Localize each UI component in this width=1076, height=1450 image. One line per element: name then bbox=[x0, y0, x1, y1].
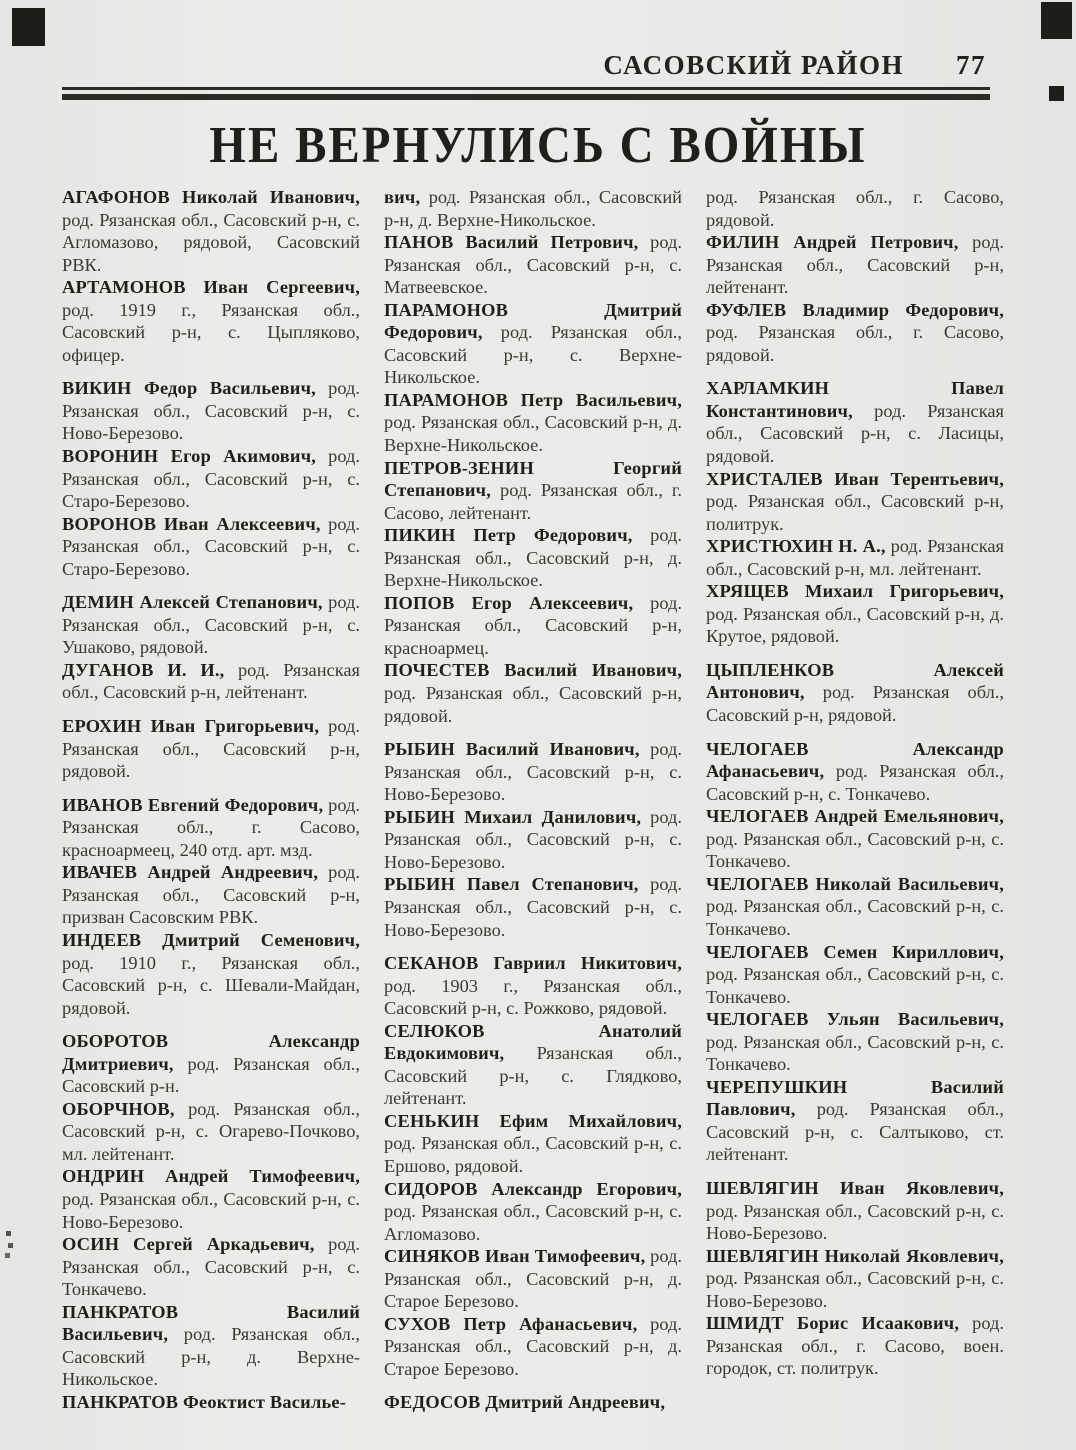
entry-details: род. Рязанская обл., Сасовский р-н, с. Ново-Березово. bbox=[706, 1268, 1004, 1311]
entry bbox=[384, 1020, 682, 1110]
page-title: НЕ ВЕРНУЛИСЬ С ВОЙНЫ bbox=[209, 117, 867, 175]
entry-name: ОНДРИН Андрей Тимофеевич, bbox=[62, 1166, 360, 1187]
entry-name: ПОПОВ Егор Алексеевич, bbox=[384, 592, 634, 613]
entry-details: род. 1910 г., Рязанская обл., Сасовский р-н, с. Шевали-Майдан, рядовой. bbox=[62, 952, 360, 1018]
entry-details: род. Рязанская обл., Сасовский р-н, красноармец. bbox=[384, 592, 682, 658]
entry bbox=[384, 1391, 682, 1414]
column-1 bbox=[62, 186, 360, 1414]
entry-name: ЧЕЛОГАЕВ Семен Кириллович, bbox=[706, 941, 1004, 962]
entry-name: ФЕДОСОВ Дмитрий Андреевич, bbox=[384, 1392, 666, 1413]
entry-name: СИНЯКОВ Иван Тимофеевич, bbox=[384, 1246, 646, 1267]
entry-details: род. Рязанская обл., Сасовский р-н, с. Агломазово, рядовой, Сасовский РВК. bbox=[62, 209, 360, 275]
entry bbox=[384, 1313, 682, 1381]
entry bbox=[62, 1098, 360, 1166]
entry-name: СУХОВ Петр Афанасьевич, bbox=[384, 1313, 638, 1334]
entry bbox=[62, 513, 360, 581]
entry bbox=[706, 1076, 1004, 1166]
entry-details: род. Рязанская обл., Сасовский р-н, призван Сасовским РВК. bbox=[62, 862, 360, 928]
entry bbox=[62, 1030, 360, 1098]
entry-name: ЕРОХИН Иван Григорьевич, bbox=[62, 716, 320, 737]
entry bbox=[384, 806, 682, 874]
entry-name: ХРИСТАЛЕВ Иван Терентьевич, bbox=[706, 468, 1004, 489]
entry bbox=[706, 377, 1004, 467]
page-number: 77 bbox=[956, 50, 986, 80]
entry-name: ИНДЕЕВ Дмитрий Семенович, bbox=[62, 929, 360, 950]
scan-artifact-top-right bbox=[1041, 2, 1072, 39]
entry bbox=[706, 659, 1004, 727]
entry-name: ПИКИН Петр Федорович, bbox=[384, 525, 633, 546]
column-3 bbox=[706, 186, 1004, 1414]
entry bbox=[62, 186, 360, 276]
entry-details: род. Рязанская обл., Сасовский р-н, д. Старое Березово. bbox=[384, 1246, 683, 1312]
entry-name: ПАНОВ Василий Петрович, bbox=[384, 232, 639, 253]
entry-details: род. Рязанская обл., Сасовский р-н, с. Тонкачево. bbox=[706, 761, 1004, 804]
entry-name: ЧЕРЕПУШКИН Василий Павлович, bbox=[706, 1076, 1004, 1120]
entry-details: род. Рязанская обл., Сасовский р-н, с. Старо-Березово. bbox=[62, 513, 360, 579]
entry-name: СИДОРОВ Александр Егорович, bbox=[384, 1178, 682, 1199]
entry bbox=[62, 591, 360, 659]
entry bbox=[706, 1008, 1004, 1076]
entry-name: вич, bbox=[384, 187, 421, 207]
entry-details: род. Рязанская обл., Сасовский р-н, с. Ушаково, рядовой. bbox=[62, 592, 360, 658]
entry-name: ШМИДТ Борис Исаакович, bbox=[706, 1313, 960, 1334]
entry bbox=[706, 805, 1004, 873]
entry-name: ЧЕЛОГАЕВ Николай Васильевич, bbox=[706, 873, 1004, 894]
entry-details: род. Рязанская обл., Сасовский р-н, лейтенант. bbox=[62, 659, 360, 703]
entry-name: ВОРОНОВ Иван Алексеевич, bbox=[62, 513, 321, 534]
entry-name: РЫБИН Павел Степанович, bbox=[384, 874, 639, 895]
entry-name: РЫБИН Василий Иванович, bbox=[384, 739, 640, 760]
entry-details: род. Рязанская обл., Сасовский р-н, с. Тонкачево. bbox=[706, 896, 1004, 939]
entry bbox=[62, 377, 360, 445]
entry bbox=[706, 580, 1004, 648]
entry bbox=[384, 389, 682, 457]
district-title: САСОВСКИЙ РАЙОН bbox=[603, 50, 904, 80]
entry-name: ДЕМИН Алексей Степанович, bbox=[62, 592, 323, 613]
entry-details: род. Рязанская обл., г. Сасово, воен. городок, ст. политрук. bbox=[706, 1313, 1004, 1379]
entry-name: ОБОРОТОВ Александр Дмитриевич, bbox=[62, 1031, 360, 1074]
entry-details: род. 1903 г., Рязанская обл., Сасовский р-н, с. Рожково, рядовой. bbox=[384, 975, 682, 1019]
entry bbox=[62, 276, 360, 366]
entry-name: ОСИН Сергей Аркадьевич, bbox=[62, 1234, 315, 1255]
entry-name: ПОЧЕСТЕВ Василий Иванович, bbox=[384, 660, 682, 681]
entry bbox=[384, 873, 682, 941]
entry-name: ЦЫПЛЕНКОВ Алексей Антонович, bbox=[706, 659, 1004, 703]
entry bbox=[706, 535, 1004, 580]
entry-name: ПАНКРАТОВ Василий Васильевич, bbox=[62, 1301, 360, 1345]
entry-name: ШЕВЛЯГИН Николай Яковлевич, bbox=[706, 1245, 1004, 1266]
entry-details: род. Рязанская обл., Сасовский р-н, с. Ново-Березово. bbox=[62, 1188, 360, 1232]
entry-name: ФУФЛЕВ Владимир Федорович, bbox=[706, 299, 1004, 320]
entry-name: СЕЛЮКОВ Анатолий Евдокимович, bbox=[384, 1020, 682, 1064]
entry bbox=[706, 231, 1004, 299]
entry-details: род. Рязанская обл., Сасовский р-н, д. Верхне-Никольское. bbox=[384, 412, 682, 456]
entry-name: СЕКАНОВ Гавриил Никитович, bbox=[384, 953, 682, 974]
entry-name: ДУГАНОВ И. И., bbox=[62, 659, 225, 680]
entry bbox=[706, 1177, 1004, 1245]
entry-details: род. Рязанская обл., Сасовский р-н, с. Верхне-Никольское. bbox=[384, 322, 682, 388]
entry bbox=[384, 952, 682, 1020]
entry bbox=[706, 299, 1004, 367]
entry-name: РЫБИН Михаил Данилович, bbox=[384, 806, 642, 827]
entry bbox=[62, 1301, 360, 1391]
header-divider bbox=[62, 87, 990, 100]
entry-details: род. Рязанская обл., Сасовский р-н, с. Тонкачево. bbox=[706, 828, 1004, 872]
entry bbox=[384, 738, 682, 806]
entry-details: род. Рязанская обл., Сасовский р-н, рядовой. bbox=[384, 683, 682, 726]
entry-name: ПАРАМОНОВ Петр Васильевич, bbox=[384, 389, 682, 410]
entry-details: род. Рязанская обл., г. Сасово, рядовой. bbox=[706, 322, 1004, 365]
scan-artifact-left-edge bbox=[6, 1231, 11, 1236]
scan-artifact-right-edge bbox=[1049, 86, 1064, 101]
entry-name: ФИЛИН Андрей Петрович, bbox=[706, 232, 959, 253]
entry-details: род. Рязанская обл., Сасовский р-н, с. Тонкачево. bbox=[62, 1234, 360, 1300]
entry-name: ПАРАМОНОВ Дмитрий Федорович, bbox=[384, 299, 682, 343]
entry-name: ЧЕЛОГАЕВ Ульян Васильевич, bbox=[706, 1009, 1004, 1030]
entry-name: АГАФОНОВ Николай Иванович, bbox=[62, 187, 360, 207]
entry-details: род. Рязанская обл., Сасовский р-н, с. Тонкачево. bbox=[706, 964, 1004, 1007]
entry bbox=[62, 861, 360, 929]
entry bbox=[706, 1245, 1004, 1313]
entry-details: род. Рязанская обл., Сасовский р-н, политрук. bbox=[706, 491, 1004, 534]
entry bbox=[62, 1391, 360, 1414]
entry bbox=[384, 299, 682, 389]
entry bbox=[706, 738, 1004, 806]
entry-name: СЕНЬКИН Ефим Михайлович, bbox=[384, 1110, 682, 1131]
entry-details: род. Рязанская обл., Сасовский р-н, с. Тонкачево. bbox=[706, 1031, 1004, 1075]
entry-details: род. Рязанская обл., Сасовский р-н, с. Салтыково, ст. лейтенант. bbox=[706, 1099, 1004, 1165]
entry-name: ВОРОНИН Егор Акимович, bbox=[62, 446, 317, 467]
entry-details: род. Рязанская обл., Сасовский р-н, рядовой. bbox=[62, 716, 360, 782]
entry bbox=[384, 1110, 682, 1178]
entry-name: ХРЯЩЕВ Михаил Григорьевич, bbox=[706, 581, 1004, 602]
entry bbox=[706, 1312, 1004, 1380]
entry-details: род. Рязанская обл., Сасовский р-н, д. Верхне-Никольское. bbox=[62, 1324, 360, 1390]
entry-name: ВИКИН Федор Васильевич, bbox=[62, 378, 316, 399]
entry bbox=[384, 659, 682, 727]
entry-name: ШЕВЛЯГИН Иван Яковлевич, bbox=[706, 1177, 1004, 1198]
entry bbox=[706, 941, 1004, 1009]
entry-name: ХАРЛАМКИН Павел Константинович, bbox=[706, 378, 1004, 421]
entry bbox=[706, 186, 1004, 231]
scan-artifact-top-left bbox=[12, 8, 45, 46]
entry bbox=[384, 1178, 682, 1246]
entry-details: род. Рязанская обл., г. Сасово, красноармеец, 240 отд. арт. мзд. bbox=[62, 794, 361, 860]
column-2 bbox=[384, 186, 682, 1414]
entry-details: род. Рязанская обл., Сасовский р-н, с. Ново-Березово. bbox=[384, 874, 682, 940]
entry-details: род. Рязанская обл., г. Сасово, лейтенант. bbox=[384, 480, 682, 523]
entry-details: род. Рязанская обл., Сасовский р-н, с. Старо-Березово. bbox=[62, 446, 360, 512]
entry-details: род. Рязанская обл., Сасовский р-н, с. Матвеевское. bbox=[384, 232, 682, 298]
entry-details: род. Рязанская обл., Сасовский р-н, с. Агломазово. bbox=[384, 1201, 682, 1244]
entry-details: род. Рязанская обл., Сасовский р-н, с. Ново-Березово. bbox=[384, 806, 683, 872]
entry-name: ИВАЧЕВ Андрей Андреевич, bbox=[62, 862, 319, 883]
entry bbox=[62, 794, 360, 862]
entry bbox=[62, 659, 360, 704]
entry-details: род. Рязанская обл., Сасовский р-н, д. Старое Березово. bbox=[384, 1313, 682, 1379]
entry bbox=[62, 1165, 360, 1233]
entry bbox=[384, 592, 682, 660]
entry-details: Рязанская обл., Сасовский р-н, с. Глядково, лейтенант. bbox=[384, 1043, 682, 1109]
entry-details: род. Рязанская обл., Сасовский р-н, с. Ласицы, рядовой. bbox=[706, 400, 1004, 467]
entry-name: ЧЕЛОГАЕВ Александр Афанасьевич, bbox=[706, 738, 1004, 782]
entry bbox=[706, 468, 1004, 536]
entry-name: АРТАМОНОВ Иван Сергеевич, bbox=[62, 277, 360, 298]
entry-name: ЧЕЛОГАЕВ Андрей Емельянович, bbox=[706, 806, 1004, 827]
entry bbox=[384, 524, 682, 592]
entry-details: род. Рязанская обл., г. Сасово, рядовой. bbox=[706, 187, 1004, 230]
entry bbox=[62, 715, 360, 783]
entry-details: род. Рязанская обл., Сасовский р-н, с. Огарево-Почково, мл. лейтенант. bbox=[62, 1098, 360, 1164]
entry-details: род. Рязанская обл., Сасовский р-н, мл. лейтенант. bbox=[706, 536, 1004, 579]
memorial-list bbox=[62, 186, 1003, 1414]
entry bbox=[706, 873, 1004, 941]
entry-name: ОБОРЧНОВ, bbox=[62, 1098, 175, 1119]
entry-details: род. Рязанская обл., Сасовский р-н, д. Крутое, рядовой. bbox=[706, 603, 1004, 647]
entry bbox=[384, 186, 682, 231]
entry-details: род. Рязанская обл., Сасовский р-н. bbox=[62, 1053, 360, 1097]
entry-details: род. Рязанская обл., Сасовский р-н, д. Верхне-Никольское. bbox=[384, 525, 682, 591]
entry-name: ИВАНОВ Евгений Федорович, bbox=[62, 794, 324, 815]
entry-name: ХРИСТЮХИН Н. А., bbox=[706, 536, 886, 557]
entry-name: ПЕТРОВ-ЗЕНИН Георгий Степанович, bbox=[384, 457, 682, 501]
entry-details: род. Рязанская обл., Сасовский р-н, с. Ново-Березово. bbox=[706, 1200, 1004, 1244]
entry bbox=[62, 929, 360, 1019]
entry-details: род. Рязанская обл., Сасовский р-н, с. Ершово, рядовой. bbox=[384, 1133, 682, 1176]
entry bbox=[62, 445, 360, 513]
entry bbox=[62, 1233, 360, 1301]
entry bbox=[384, 457, 682, 525]
entry-details: род. 1919 г., Рязанская обл., Сасовский р-н, с. Цыпляково, офицер. bbox=[62, 299, 360, 365]
entry-details: род. Рязанская обл., Сасовский р-н, с. Ново-Березово. bbox=[62, 378, 360, 444]
entry bbox=[384, 1245, 682, 1313]
running-head bbox=[0, 50, 986, 81]
entry bbox=[384, 231, 682, 299]
entry-details: род. Рязанская обл., Сасовский р-н, лейтенант. bbox=[706, 232, 1004, 298]
entry-details: род. Рязанская обл., Сасовский р-н, д. Верхне-Никольское. bbox=[384, 187, 682, 230]
entry-details: род. Рязанская обл., Сасовский р-н, рядовой. bbox=[706, 682, 1004, 726]
entry-details: род. Рязанская обл., Сасовский р-н, с. Ново-Березово. bbox=[384, 739, 682, 805]
entry-name: ПАНКРАТОВ Феоктист Василье- bbox=[62, 1391, 347, 1412]
